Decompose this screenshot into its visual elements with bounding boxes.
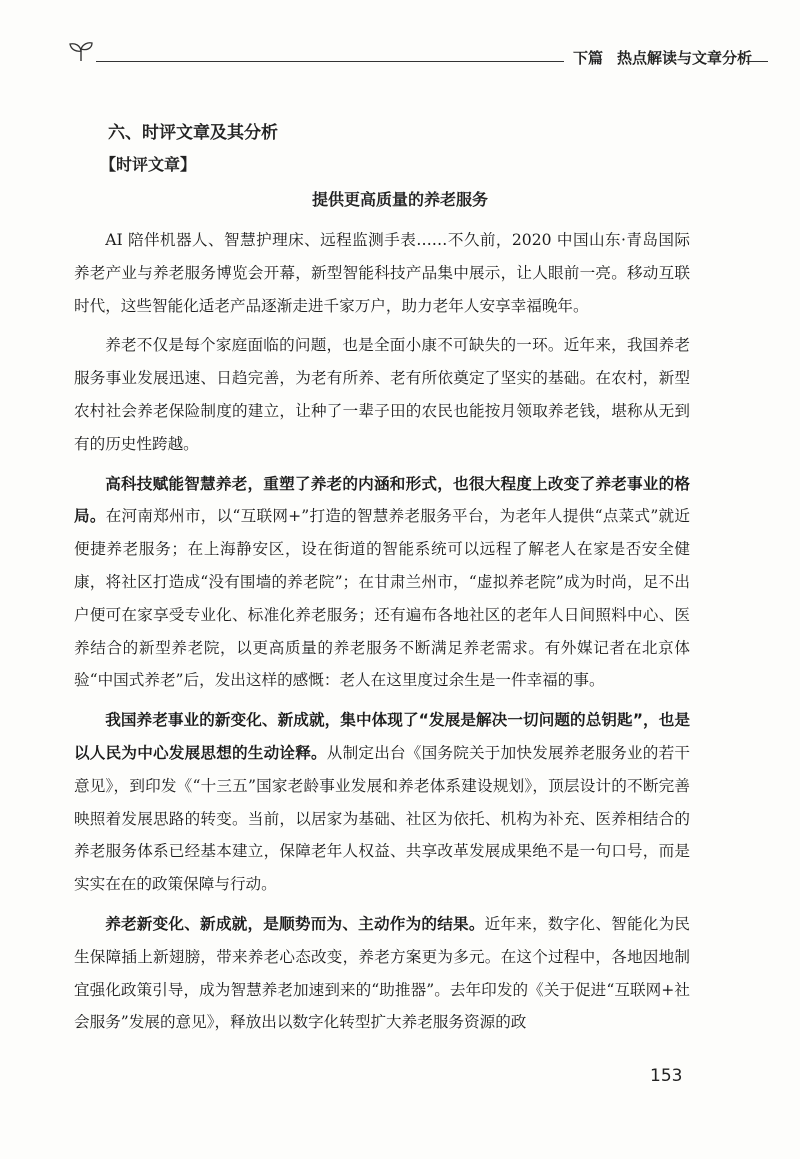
header-rule-left [96, 61, 564, 62]
running-header [68, 36, 768, 76]
paragraph-5-rest: 近年来，数字化、智能化为民生保障插上新翅膀，带来养老心态改变，养老方案更为多元。在这个过程中，各地因地制宜强化政策引导，成为智慧养老加速到来的“助推器”。去年印发的《关于促进“互联网+社会服务”发展的意见》，释放出以数字化转型扩大养老服务资源的政 [74, 914, 690, 1032]
paragraph-1: AI 陪伴机器人、智慧护理床、远程监测手表……不久前，2020 中国山东·青岛国际养老产业与养老服务博览会开幕，新型智能科技产品集中展示，让人眼前一亮。移动互联时代，这些智能化适老产品逐渐走进千家万户，助力老年人安享幸福晚年。 [74, 231, 690, 315]
article-title: 提供更高质量的养老服务 [311, 190, 488, 209]
paragraph-5-lead: 养老新变化、新成就，是顺势而为、主动作为的结果。 [105, 914, 485, 933]
page-number: 153 [650, 1066, 683, 1086]
paragraph-3 [74, 468, 690, 698]
section-title: 六、时评文章及其分析 [108, 123, 278, 143]
article-tag: 【时评文章】 [100, 155, 197, 174]
paragraph-4 [74, 704, 690, 901]
header-title [573, 47, 752, 68]
paragraph-5 [74, 908, 690, 1039]
paragraph-4-rest: 从制定出台《国务院关于加快发展养老服务业的若干意见》，到印发《“十三五”国家老龄事业发展和养老体系建设规划》，顶层设计的不断完善映照着发展思路的转变。当前，以居家为基础、社区为依托、机构为补充、医养相结合的养老服务体系已经基本建立，保障老年人权益、共享改革发展成果绝不是一句口号，而是实实在在的政策保障与行动。 [74, 743, 690, 894]
paragraph-3-rest: 在河南郑州市，以“互联网+”打造的智慧养老服务平台，为老年人提供“点菜式”就近便捷养老服务；在上海静安区，设在街道的智能系统可以远程了解老人在家是否安全健康，将社区打造成“没有围墙的养老院”；在甘肃兰州市，“虚拟养老院”成为时尚，足不出户便可在家享受专业化、标准化养老服务；还有遍布各地社区的老年人日间照料中心、医养结合的新型养老院，以更高质量的养老服务不断满足养老需求。有外媒记者在北京体验“中国式养老”后，发出这样的感慨：老人在这里度过余生是一件幸福的事。 [74, 507, 690, 690]
article-body [74, 224, 690, 1046]
sprout-icon [68, 40, 94, 62]
paragraph-3-lead: 高科技赋能智慧养老，重塑了养老的内涵和形式，也很大程度上改变了养老事业的格局。 [74, 474, 690, 526]
header-part: 下篇 [573, 49, 604, 67]
paragraph-2: 养老不仅是每个家庭面临的问题，也是全面小康不可缺失的一环。近年来，我国养老服务事业发展迅速、日趋完善，为老有所养、老有所依奠定了坚实的基础。在农村，新型农村社会养老保险制度的建立，让种了一辈子田的农民也能按月领取养老钱，堪称从无到有的历史性跨越。 [74, 336, 690, 453]
header-rule-right [746, 61, 768, 62]
paragraph-4-lead: 我国养老事业的新变化、新成就，集中体现了“发展是解决一切问题的总钥匙”，也是以人民为中心发展思想的生动诠释。 [74, 711, 690, 762]
header-title-text: 热点解读与文章分析 [617, 49, 753, 67]
